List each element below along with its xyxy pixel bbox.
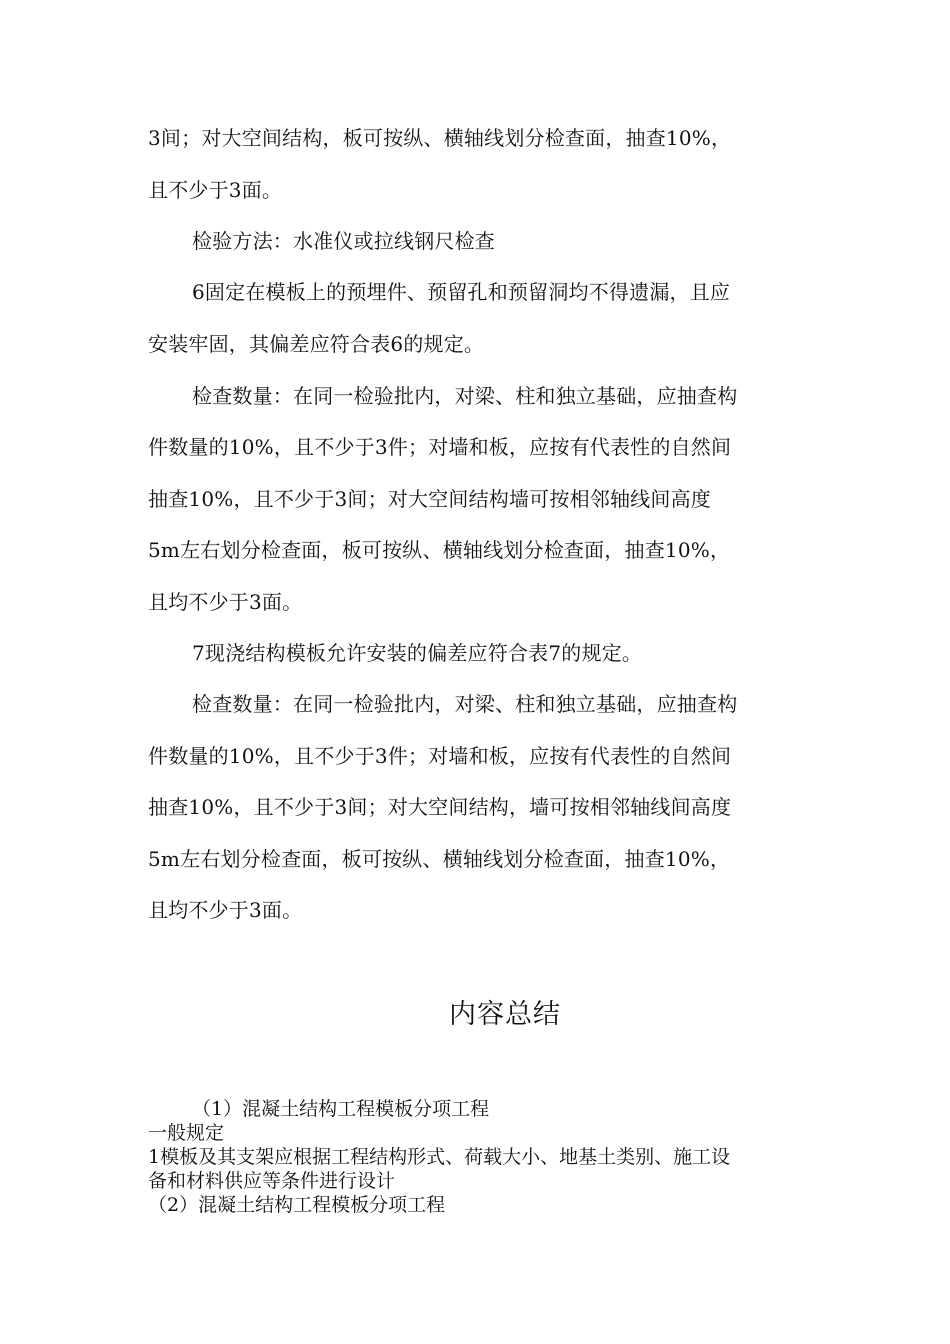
summary-title: 内容总结 xyxy=(449,999,561,1030)
body-line: 3间；对大空间结构，板可按纵、横轴线划分检查面，抽查10%， xyxy=(148,126,732,150)
body-line: 件数量的10%，且不少于3件；对墙和板，应按有代表性的自然间 xyxy=(148,744,732,768)
summary-line: 1模板及其支架应根据工程结构形式、荷载大小、地基土类别、施工设 xyxy=(148,1146,731,1168)
summary-line: （1）混凝土结构工程模板分项工程 xyxy=(192,1098,490,1120)
body-line: 件数量的10%，且不少于3件；对墙和板，应按有代表性的自然间 xyxy=(148,435,732,459)
body-line: 抽查10%，且不少于3间；对大空间结构，墙可按相邻轴线间高度 xyxy=(148,795,732,819)
summary-line: 备和材料供应等条件进行设计 xyxy=(148,1170,396,1192)
summary-line: 一般规定 xyxy=(148,1122,225,1144)
body-line: 5m左右划分检查面，板可按纵、横轴线划分检查面，抽查10%， xyxy=(148,538,731,562)
body-line: 抽查10%，且不少于3间；对大空间结构墙可按相邻轴线间高度 xyxy=(148,487,711,511)
body-line: 检查数量：在同一检验批内，对梁、柱和独立基础，应抽查构 xyxy=(192,692,738,716)
body-line: 安装牢固，其偏差应符合表6的规定。 xyxy=(148,332,485,356)
body-line: 6固定在模板上的预埋件、预留孔和预留洞均不得遗漏，且应 xyxy=(192,280,731,304)
summary-line: （2）混凝土结构工程模板分项工程 xyxy=(148,1194,446,1216)
body-line: 且均不少于3面。 xyxy=(148,590,303,614)
body-line: 检查数量：在同一检验批内，对梁、柱和独立基础，应抽查构 xyxy=(192,384,738,408)
body-line: 检验方法：水准仪或拉线钢尺检查 xyxy=(192,229,495,253)
body-line: 且不少于3面。 xyxy=(148,178,283,202)
body-line: 5m左右划分检查面，板可按纵、横轴线划分检查面，抽查10%， xyxy=(148,847,731,871)
body-line: 7现浇结构模板允许安装的偏差应符合表7的规定。 xyxy=(192,641,643,665)
body-line: 且均不少于3面。 xyxy=(148,898,303,922)
